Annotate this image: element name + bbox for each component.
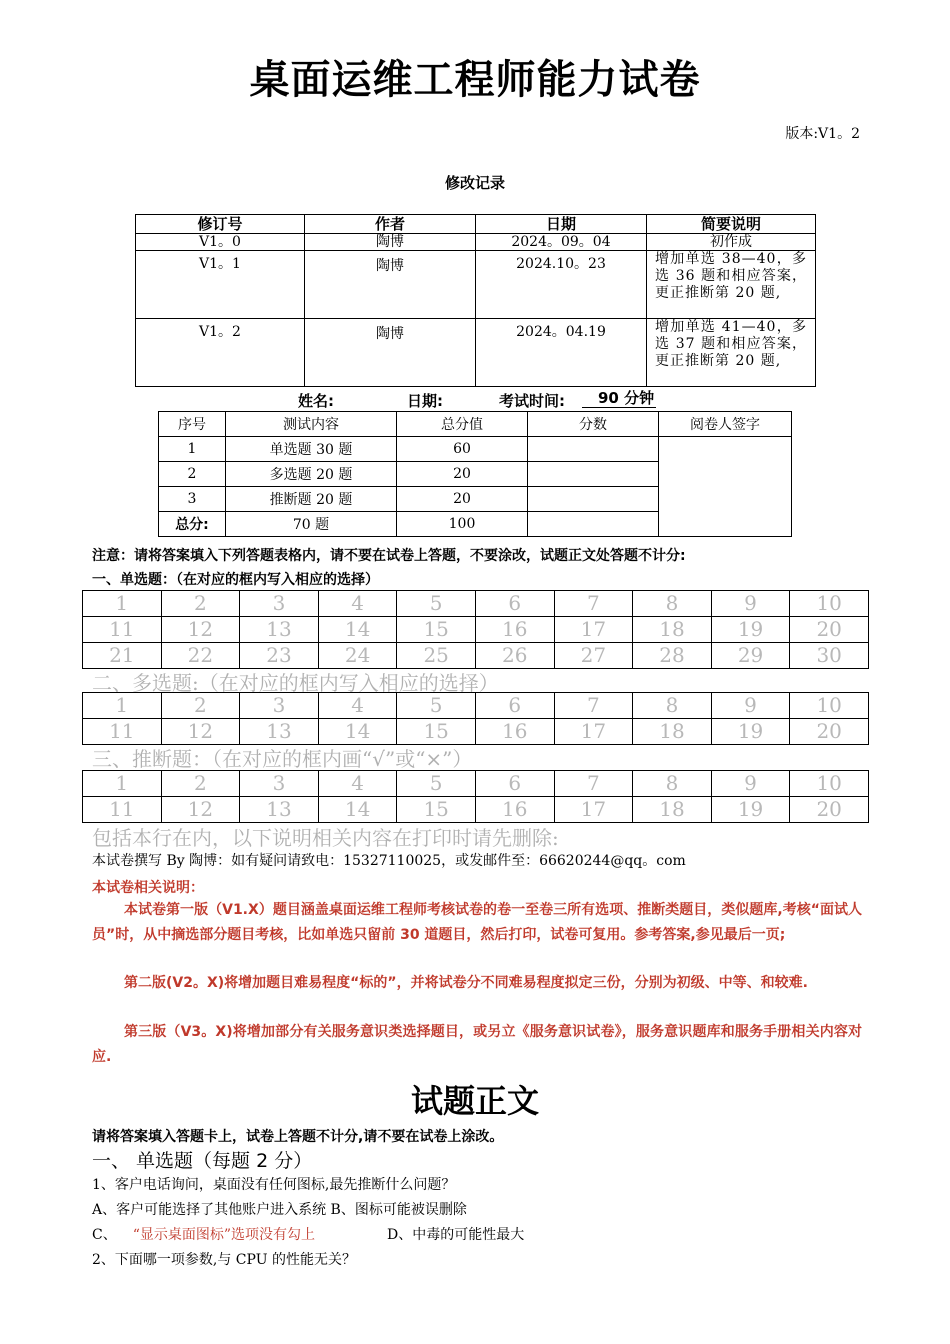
score-no: 1 bbox=[159, 437, 226, 462]
score-table bbox=[158, 411, 792, 537]
score-no: 3 bbox=[159, 487, 226, 512]
answer-cell[interactable]: 30 bbox=[790, 643, 869, 669]
revision-date: 2024。04.19 bbox=[476, 319, 647, 387]
score-header: 序号 bbox=[159, 412, 226, 437]
score-input-cell[interactable] bbox=[528, 462, 659, 487]
answer-cell[interactable]: 19 bbox=[711, 617, 790, 643]
answer-cell[interactable]: 10 bbox=[790, 771, 869, 797]
answer-cell[interactable]: 7 bbox=[554, 771, 633, 797]
answer-cell[interactable]: 12 bbox=[161, 617, 240, 643]
answer-cell[interactable]: 23 bbox=[240, 643, 319, 669]
answer-cell[interactable]: 6 bbox=[475, 591, 554, 617]
answer-cell[interactable]: 13 bbox=[240, 797, 319, 823]
single-choice-label: 一、单选题：（在对应的框内写入相应的选择） bbox=[92, 572, 379, 588]
score-row bbox=[159, 437, 792, 462]
score-points: 20 bbox=[397, 462, 528, 487]
answer-cell[interactable]: 22 bbox=[161, 643, 240, 669]
answer-cell[interactable]: 8 bbox=[633, 693, 712, 719]
answer-cell[interactable]: 9 bbox=[711, 591, 790, 617]
multi-choice-grid bbox=[82, 692, 869, 745]
answer-cell[interactable]: 24 bbox=[318, 643, 397, 669]
explain-heading: 本试卷相关说明： bbox=[92, 880, 204, 896]
revision-desc: 增加单选 38—40，多选 36 题和相应答案，更正推断第 20 题, bbox=[647, 251, 816, 319]
answer-cell[interactable]: 10 bbox=[790, 591, 869, 617]
answer-cell[interactable]: 7 bbox=[554, 591, 633, 617]
answer-cell[interactable]: 1 bbox=[83, 591, 162, 617]
score-header: 总分值 bbox=[397, 412, 528, 437]
explain-paragraph-2: 第二版(V2。X)将增加题目难易程度“标的”，并将试卷分不同难易程度拟定三份，分别为初级、中等、和较难. bbox=[124, 975, 808, 991]
question-1-options-ab: A、客户可能选择了其他账户进入系统 B、图标可能被误删除 bbox=[92, 1202, 467, 1218]
answer-cell[interactable]: 2 bbox=[161, 771, 240, 797]
score-input-cell[interactable] bbox=[528, 487, 659, 512]
score-total-points: 100 bbox=[397, 512, 528, 537]
answer-cell[interactable]: 17 bbox=[554, 617, 633, 643]
answer-cell[interactable]: 28 bbox=[633, 643, 712, 669]
revision-desc: 初作成 bbox=[647, 234, 816, 251]
score-content: 单选题 30 题 bbox=[226, 437, 397, 462]
judge-label: 三、推断题：（在对应的框内画“√”或“×”） bbox=[92, 747, 473, 771]
answer-cell[interactable]: 20 bbox=[790, 617, 869, 643]
answer-cell[interactable]: 29 bbox=[711, 643, 790, 669]
answer-grid-row bbox=[83, 591, 869, 617]
revision-row bbox=[136, 251, 816, 319]
answer-grid-row bbox=[83, 771, 869, 797]
print-delete-note: 包括本行在内，以下说明相关内容在打印时请先删除: bbox=[92, 826, 559, 850]
question-2: 2、下面哪一项参数,与 CPU 的性能无关？ bbox=[92, 1252, 356, 1268]
score-content: 多选题 20 题 bbox=[226, 462, 397, 487]
answer-notice: 注意：请将答案填入下列答题表格内，请不要在试卷上答题，不要涂改，试题正文处答题不计分: bbox=[92, 548, 686, 564]
answer-cell[interactable]: 16 bbox=[475, 719, 554, 745]
answer-cell[interactable]: 18 bbox=[633, 797, 712, 823]
explain-paragraph-1: 本试卷第一版（V1.X）题目涵盖桌面运维工程师考核试卷的卷一至卷三所有选项、推断类题目，类似题库,考核“面试人员”时，从中摘选部分题目考核，比如单选只留前 30 道题目，然后打印，试卷可复用。参考答案,参见最后一页; bbox=[92, 902, 862, 943]
answer-cell[interactable]: 3 bbox=[240, 591, 319, 617]
answer-cell[interactable]: 18 bbox=[633, 617, 712, 643]
answer-cell[interactable]: 14 bbox=[318, 617, 397, 643]
answer-cell[interactable]: 3 bbox=[240, 771, 319, 797]
answer-grid-row bbox=[83, 617, 869, 643]
answer-cell[interactable]: 15 bbox=[397, 617, 476, 643]
grader-signature-cell[interactable] bbox=[659, 437, 792, 537]
revision-col-rev: 修订号 bbox=[136, 215, 305, 234]
single-choice-grid bbox=[82, 590, 869, 669]
revision-row bbox=[136, 234, 816, 251]
answer-cell[interactable]: 3 bbox=[240, 693, 319, 719]
answer-cell[interactable]: 4 bbox=[318, 693, 397, 719]
single-choice-section-heading: 一、 单选题（每题 2 分） bbox=[92, 1150, 313, 1172]
answer-cell[interactable]: 20 bbox=[790, 719, 869, 745]
name-label: 姓名: bbox=[298, 392, 334, 410]
revision-col-date: 日期 bbox=[476, 215, 647, 234]
answer-cell[interactable]: 12 bbox=[161, 797, 240, 823]
answer-cell[interactable]: 11 bbox=[83, 617, 162, 643]
answer-cell[interactable]: 17 bbox=[554, 797, 633, 823]
answer-cell[interactable]: 19 bbox=[711, 797, 790, 823]
revision-date: 2024。09。04 bbox=[476, 234, 647, 251]
answer-cell[interactable]: 7 bbox=[554, 693, 633, 719]
body-note: 请将答案填入答题卡上，试卷上答题不计分,请不要在试卷上涂改。 bbox=[92, 1129, 504, 1145]
date-label: 日期: bbox=[407, 392, 443, 410]
answer-cell[interactable]: 25 bbox=[397, 643, 476, 669]
exam-time-value: 90 分钟 bbox=[582, 390, 656, 408]
answer-cell[interactable]: 20 bbox=[790, 797, 869, 823]
question-1-option-d: D、中毒的可能性最大 bbox=[387, 1227, 525, 1243]
score-points: 60 bbox=[397, 437, 528, 462]
answer-cell[interactable]: 11 bbox=[83, 797, 162, 823]
revision-heading: 修改记录 bbox=[444, 174, 505, 192]
score-header: 测试内容 bbox=[226, 412, 397, 437]
score-input-cell[interactable] bbox=[528, 437, 659, 462]
answer-cell[interactable]: 6 bbox=[475, 771, 554, 797]
answer-cell[interactable]: 9 bbox=[711, 693, 790, 719]
answer-cell[interactable]: 1 bbox=[83, 771, 162, 797]
question-1: 1、客户电话询问，桌面没有任何图标,最先推断什么问题？ bbox=[92, 1177, 456, 1193]
answer-cell[interactable]: 10 bbox=[790, 693, 869, 719]
answer-cell[interactable]: 11 bbox=[83, 719, 162, 745]
revision-col-author: 作者 bbox=[305, 215, 476, 234]
answer-cell[interactable]: 16 bbox=[475, 617, 554, 643]
answer-grid-row bbox=[83, 797, 869, 823]
answer-cell[interactable]: 5 bbox=[397, 591, 476, 617]
score-header: 阅卷人签字 bbox=[659, 412, 792, 437]
answer-cell[interactable]: 5 bbox=[397, 693, 476, 719]
question-1-option-c bbox=[92, 1224, 315, 1244]
score-total-content: 70 题 bbox=[226, 512, 397, 537]
answer-cell[interactable]: 12 bbox=[161, 719, 240, 745]
answer-cell[interactable]: 16 bbox=[475, 797, 554, 823]
answer-cell[interactable]: 14 bbox=[318, 797, 397, 823]
answer-cell[interactable]: 14 bbox=[318, 719, 397, 745]
revision-rev: V1。2 bbox=[136, 319, 305, 387]
answer-cell[interactable]: 15 bbox=[397, 797, 476, 823]
answer-cell[interactable]: 15 bbox=[397, 719, 476, 745]
score-points: 20 bbox=[397, 487, 528, 512]
answer-cell[interactable]: 8 bbox=[633, 591, 712, 617]
answer-cell[interactable]: 2 bbox=[161, 591, 240, 617]
option-c-prefix: C、 bbox=[92, 1227, 117, 1243]
answer-cell[interactable]: 13 bbox=[240, 617, 319, 643]
revision-col-desc: 简要说明 bbox=[647, 215, 816, 234]
body-title: 试题正文 bbox=[410, 1082, 539, 1120]
revision-date: 2024.10。23 bbox=[476, 251, 647, 319]
revision-desc: 增加单选 41—40，多选 37 题和相应答案，更正推断第 20 题, bbox=[647, 319, 816, 387]
answer-cell[interactable]: 5 bbox=[397, 771, 476, 797]
score-total-label: 总分: bbox=[159, 512, 226, 537]
answer-cell[interactable]: 4 bbox=[318, 591, 397, 617]
exam-time-label: 考试时间: bbox=[499, 392, 565, 410]
answer-cell[interactable]: 27 bbox=[554, 643, 633, 669]
version-label: 版本:V1。2 bbox=[785, 126, 860, 142]
revision-row bbox=[136, 319, 816, 387]
revision-author: 陶博 bbox=[305, 234, 476, 251]
answer-cell[interactable]: 6 bbox=[475, 693, 554, 719]
answer-cell[interactable]: 19 bbox=[711, 719, 790, 745]
answer-cell[interactable]: 9 bbox=[711, 771, 790, 797]
revision-table bbox=[135, 214, 816, 387]
answer-cell[interactable]: 13 bbox=[240, 719, 319, 745]
explain-paragraph-3: 第三版（V3。X)将增加部分有关服务意识类选择题目，或另立《服务意识试卷》，服务意识题库和服务手册相关内容对应. bbox=[92, 1024, 862, 1065]
answer-cell[interactable]: 2 bbox=[161, 693, 240, 719]
answer-grid-row bbox=[83, 643, 869, 669]
author-contact-line: 本试卷撰写 By 陶博：如有疑问请致电：15327110025，或发邮件至：66620244@qq。com bbox=[92, 853, 686, 869]
revision-rev: V1。1 bbox=[136, 251, 305, 319]
option-c-text: “显示桌面图标”选项没有勾上 bbox=[132, 1227, 316, 1243]
score-total-input-cell[interactable] bbox=[528, 512, 659, 537]
score-no: 2 bbox=[159, 462, 226, 487]
answer-cell[interactable]: 21 bbox=[83, 643, 162, 669]
score-content: 推断题 20 题 bbox=[226, 487, 397, 512]
answer-cell[interactable]: 8 bbox=[633, 771, 712, 797]
revision-rev: V1。0 bbox=[136, 234, 305, 251]
answer-cell[interactable]: 18 bbox=[633, 719, 712, 745]
revision-author: 陶博 bbox=[305, 319, 476, 387]
page-title: 桌面运维工程师能力试卷 bbox=[249, 57, 701, 103]
multi-choice-label: 二、多选题:（在对应的框内写入相应的选择） bbox=[92, 671, 499, 695]
answer-cell[interactable]: 1 bbox=[83, 693, 162, 719]
score-header: 分数 bbox=[528, 412, 659, 437]
answer-grid-row bbox=[83, 719, 869, 745]
answer-cell[interactable]: 4 bbox=[318, 771, 397, 797]
revision-author: 陶博 bbox=[305, 251, 476, 319]
answer-cell[interactable]: 17 bbox=[554, 719, 633, 745]
judge-grid bbox=[82, 770, 869, 823]
answer-cell[interactable]: 26 bbox=[475, 643, 554, 669]
answer-grid-row bbox=[83, 693, 869, 719]
